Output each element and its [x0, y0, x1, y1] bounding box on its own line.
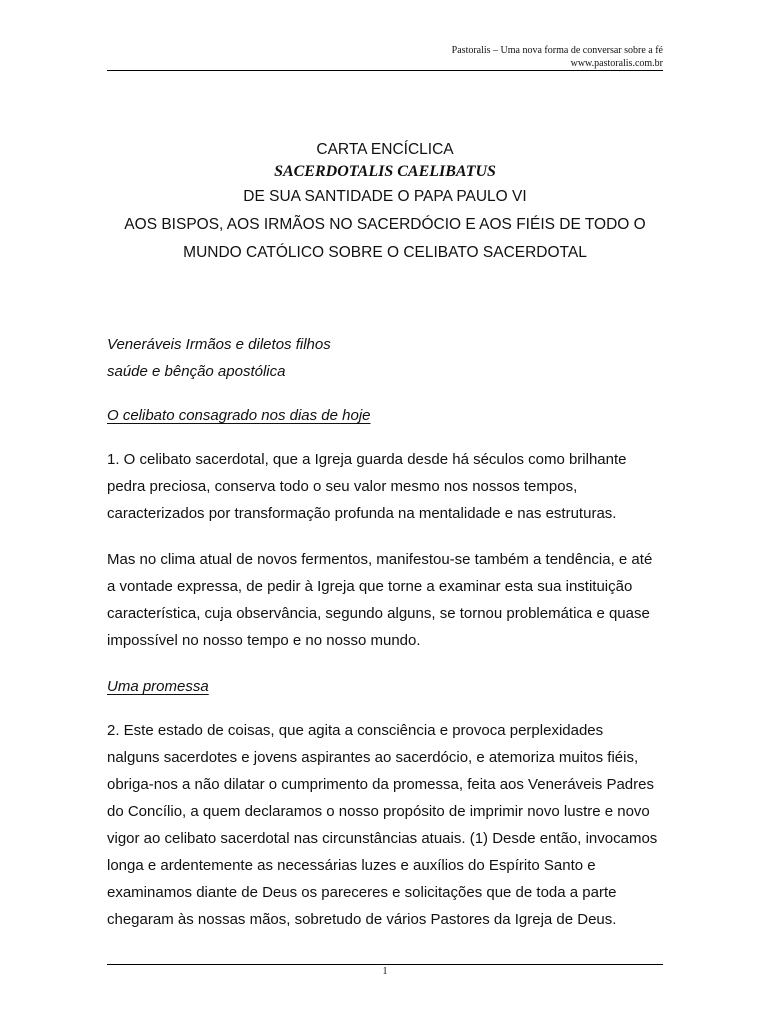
paragraph-line: caracterizados por transformação profunda na mentalidade e nas estruturas.: [107, 505, 617, 522]
paragraph-line: chegaram às nossas mãos, sobretudo de vários Pastores da Igreja de Deus.: [107, 911, 617, 928]
paragraph-1: [107, 446, 667, 527]
paragraph-line: longa e ardentemente as necessárias luzes e auxílios do Espírito Santo e: [107, 857, 596, 874]
paragraph-line: a vontade expressa, de pedir à Igreja que torne a examinar esta sua instituição: [107, 578, 633, 595]
paragraph-line: do Concílio, a quem declaramos o nosso propósito de imprimir novo lustre e novo: [107, 803, 650, 820]
paragraph-line: 1. O celibato sacerdotal, que a Igreja guarda desde há séculos como brilhante: [107, 451, 627, 468]
paragraph-line: impossível no nosso tempo e no nosso mundo.: [107, 632, 421, 649]
author-line: DE SUA SANTIDADE O PAPA PAULO VI: [243, 188, 527, 205]
paragraph-line: obriga-nos a não dilatar o cumprimento da promessa, feita aos Veneráveis Padres: [107, 776, 654, 793]
header-site-tagline: Pastoralis – Uma nova forma de conversar sobre a fé: [451, 45, 663, 56]
salutation-line-2: saúde e bênção apostólica: [107, 363, 286, 380]
page-number: 1: [382, 966, 388, 977]
salutation-line-1: Veneráveis Irmãos e diletos filhos: [107, 336, 331, 353]
document-title-block: [107, 140, 663, 267]
header-divider: [107, 70, 663, 71]
encyclical-name: SACERDOTALIS CAELIBATUS: [274, 163, 496, 180]
paragraph-line: característica, cuja observância, segundo alguns, se tornou problemática e quase: [107, 605, 650, 622]
document-type-title: CARTA ENCÍCLICA: [316, 141, 454, 158]
paragraph-line: pedra preciosa, conserva todo o seu valor mesmo nos nossos tempos,: [107, 478, 578, 495]
section-heading-promise: Uma promessa: [107, 678, 209, 695]
paragraph-line: examinamos diante de Deus os pareceres e solicitações que de toda a parte: [107, 884, 617, 901]
page-header: [452, 44, 663, 70]
addressees-line-1: AOS BISPOS, AOS IRMÃOS NO SACERDÓCIO E AOS FIÉIS DE TODO O: [124, 216, 646, 233]
paragraph-line: vigor ao celibato sacerdotal nas circunstâncias atuais. (1) Desde então, invocamos: [107, 830, 658, 847]
paragraph-line: nalguns sacerdotes e jovens aspirantes ao sacerdócio, e atemoriza muitos fiéis,: [107, 749, 639, 766]
addressees-line-2: MUNDO CATÓLICO SOBRE O CELIBATO SACERDOTAL: [183, 244, 587, 261]
header-site-url: www.pastoralis.com.br: [570, 58, 663, 69]
paragraph-3: [107, 717, 667, 933]
paragraph-line: 2. Este estado de coisas, que agita a consciência e provoca perplexidades: [107, 722, 604, 739]
footer-divider: [107, 964, 663, 965]
document-body: [107, 331, 667, 933]
section-heading-celibacy-today: O celibato consagrado nos dias de hoje: [107, 407, 371, 424]
paragraph-2: [107, 546, 667, 654]
paragraph-line: Mas no clima atual de novos fermentos, manifestou-se também a tendência, e até: [107, 551, 653, 568]
